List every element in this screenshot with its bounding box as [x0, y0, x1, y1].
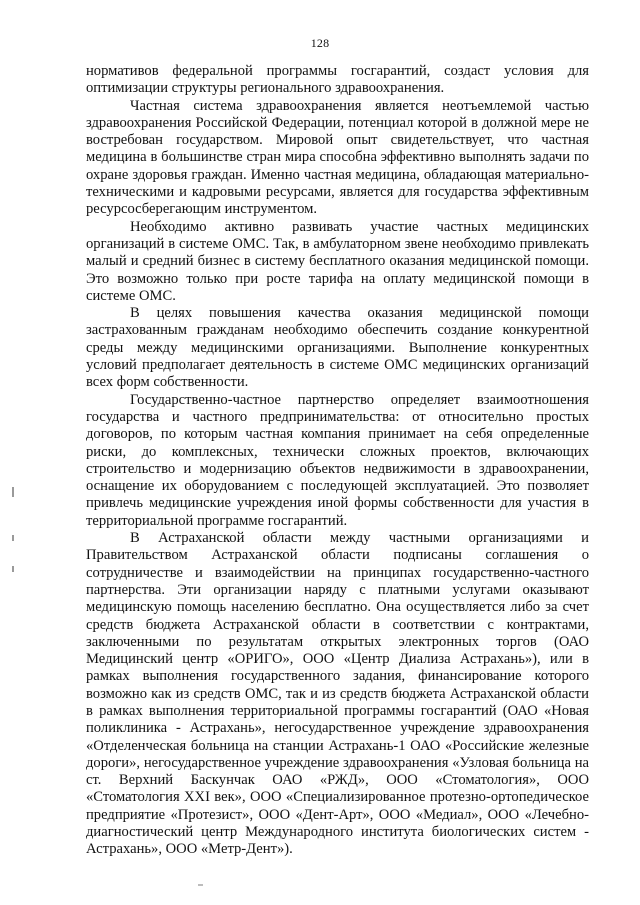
scan-margin-mark	[12, 566, 14, 572]
paragraph-competition: В целях повышения качества оказания медицинской помощи застрахованным гражданам необходимо обеспечить создание конкурентной среды между медицинскими организациями. Выполнение конкурентных условий предполагает деятельность в системе ОМС медицинских организаций всех форм собственности.	[86, 305, 589, 391]
body-text	[86, 63, 589, 859]
scan-margin-mark	[12, 535, 14, 541]
scan-speck	[198, 884, 203, 886]
page-number: 128	[310, 36, 330, 50]
paragraph-continued: нормативов федеральной программы госгарантий, создаст условия для оптимизации структуры регионального здравоохранения.	[86, 63, 589, 97]
scan-margin-mark	[12, 487, 14, 497]
paragraph-public-private-partnership: Государственно-частное партнерство определяет взаимоотношения государства и частного предпринимательства: от относительно простых договоров, по которым частная компания принимает на себя определенные риски, до комплексных, технически сложных проектов, включающих строительство и модернизацию объектов недвижимости в здравоохранении, оснащение их оборудованием с последующей эксплуатацией. Это позволяет привлечь медицинские учреждения иной формы собственности для участия в территориальной программе госгарантий.	[86, 391, 589, 529]
paragraph-private-healthcare: Частная система здравоохранения является неотъемлемой частью здравоохранения Российской Федерации, потенциал которой в должной мере не востребован государством. Мировой опыт свидетельствует, что частная медицина в большинстве стран мира способна эффективно выполнять задачи по охране здоровья граждан. Именно частная медицина, обладающая материально-техническими и кадровыми ресурсами, является для государства эффективным ресурсосберегающим инструментом.	[86, 97, 589, 218]
paragraph-astrakhan-agreements: В Астраханской области между частными организациями и Правительством Астраханской области подписаны соглашения о сотрудничестве и взаимодействии на принципах государственно-частного партнерства. Эти организации наряду с платными услугами оказывают медицинскую помощь населению бесплатно. Она осуществляется либо за счет средств бюджета Астраханской области в соответствии с контрактами, заключенными по результатам открытых электронных торгов (ОАО Медицинский центр «ОРИГО», ООО «Центр Диализа Астрахань»), или в рамках выполнения государственного задания, финансирование которого возможно как из средств ОМС, так и из средств бюджета Астраханской области в рамках выполнения территориальной программы госгарантий (ОАО «Новая поликлиника - Астрахань», негосударственное учреждение здравоохранения «Отделенческая больница на станции Астрахань-1 ОАО «Российские железные дороги», негосударственное учреждение здравоохранения «Узловая больница на ст. Верхний Баскунчак ОАО «РЖД», ООО «Стоматология», ООО «Стоматология XXI век», ООО «Специализированное протезно-ортопедическое предприятие «Протезист», ООО «Дент-Арт», ООО «Медиал», ООО «Лечебно-диагностический центр Международного института биологических систем - Астрахань», ООО «Метр-Дент»).	[86, 530, 589, 858]
paragraph-oms-participation: Необходимо активно развивать участие частных медицинских организаций в системе ОМС. Так, в амбулаторном звене необходимо привлекать малый и средний бизнес в систему бесплатного оказания медицинской помощи. Это возможно только при росте тарифа на оплату медицинской помощи в системе ОМС.	[86, 218, 589, 304]
